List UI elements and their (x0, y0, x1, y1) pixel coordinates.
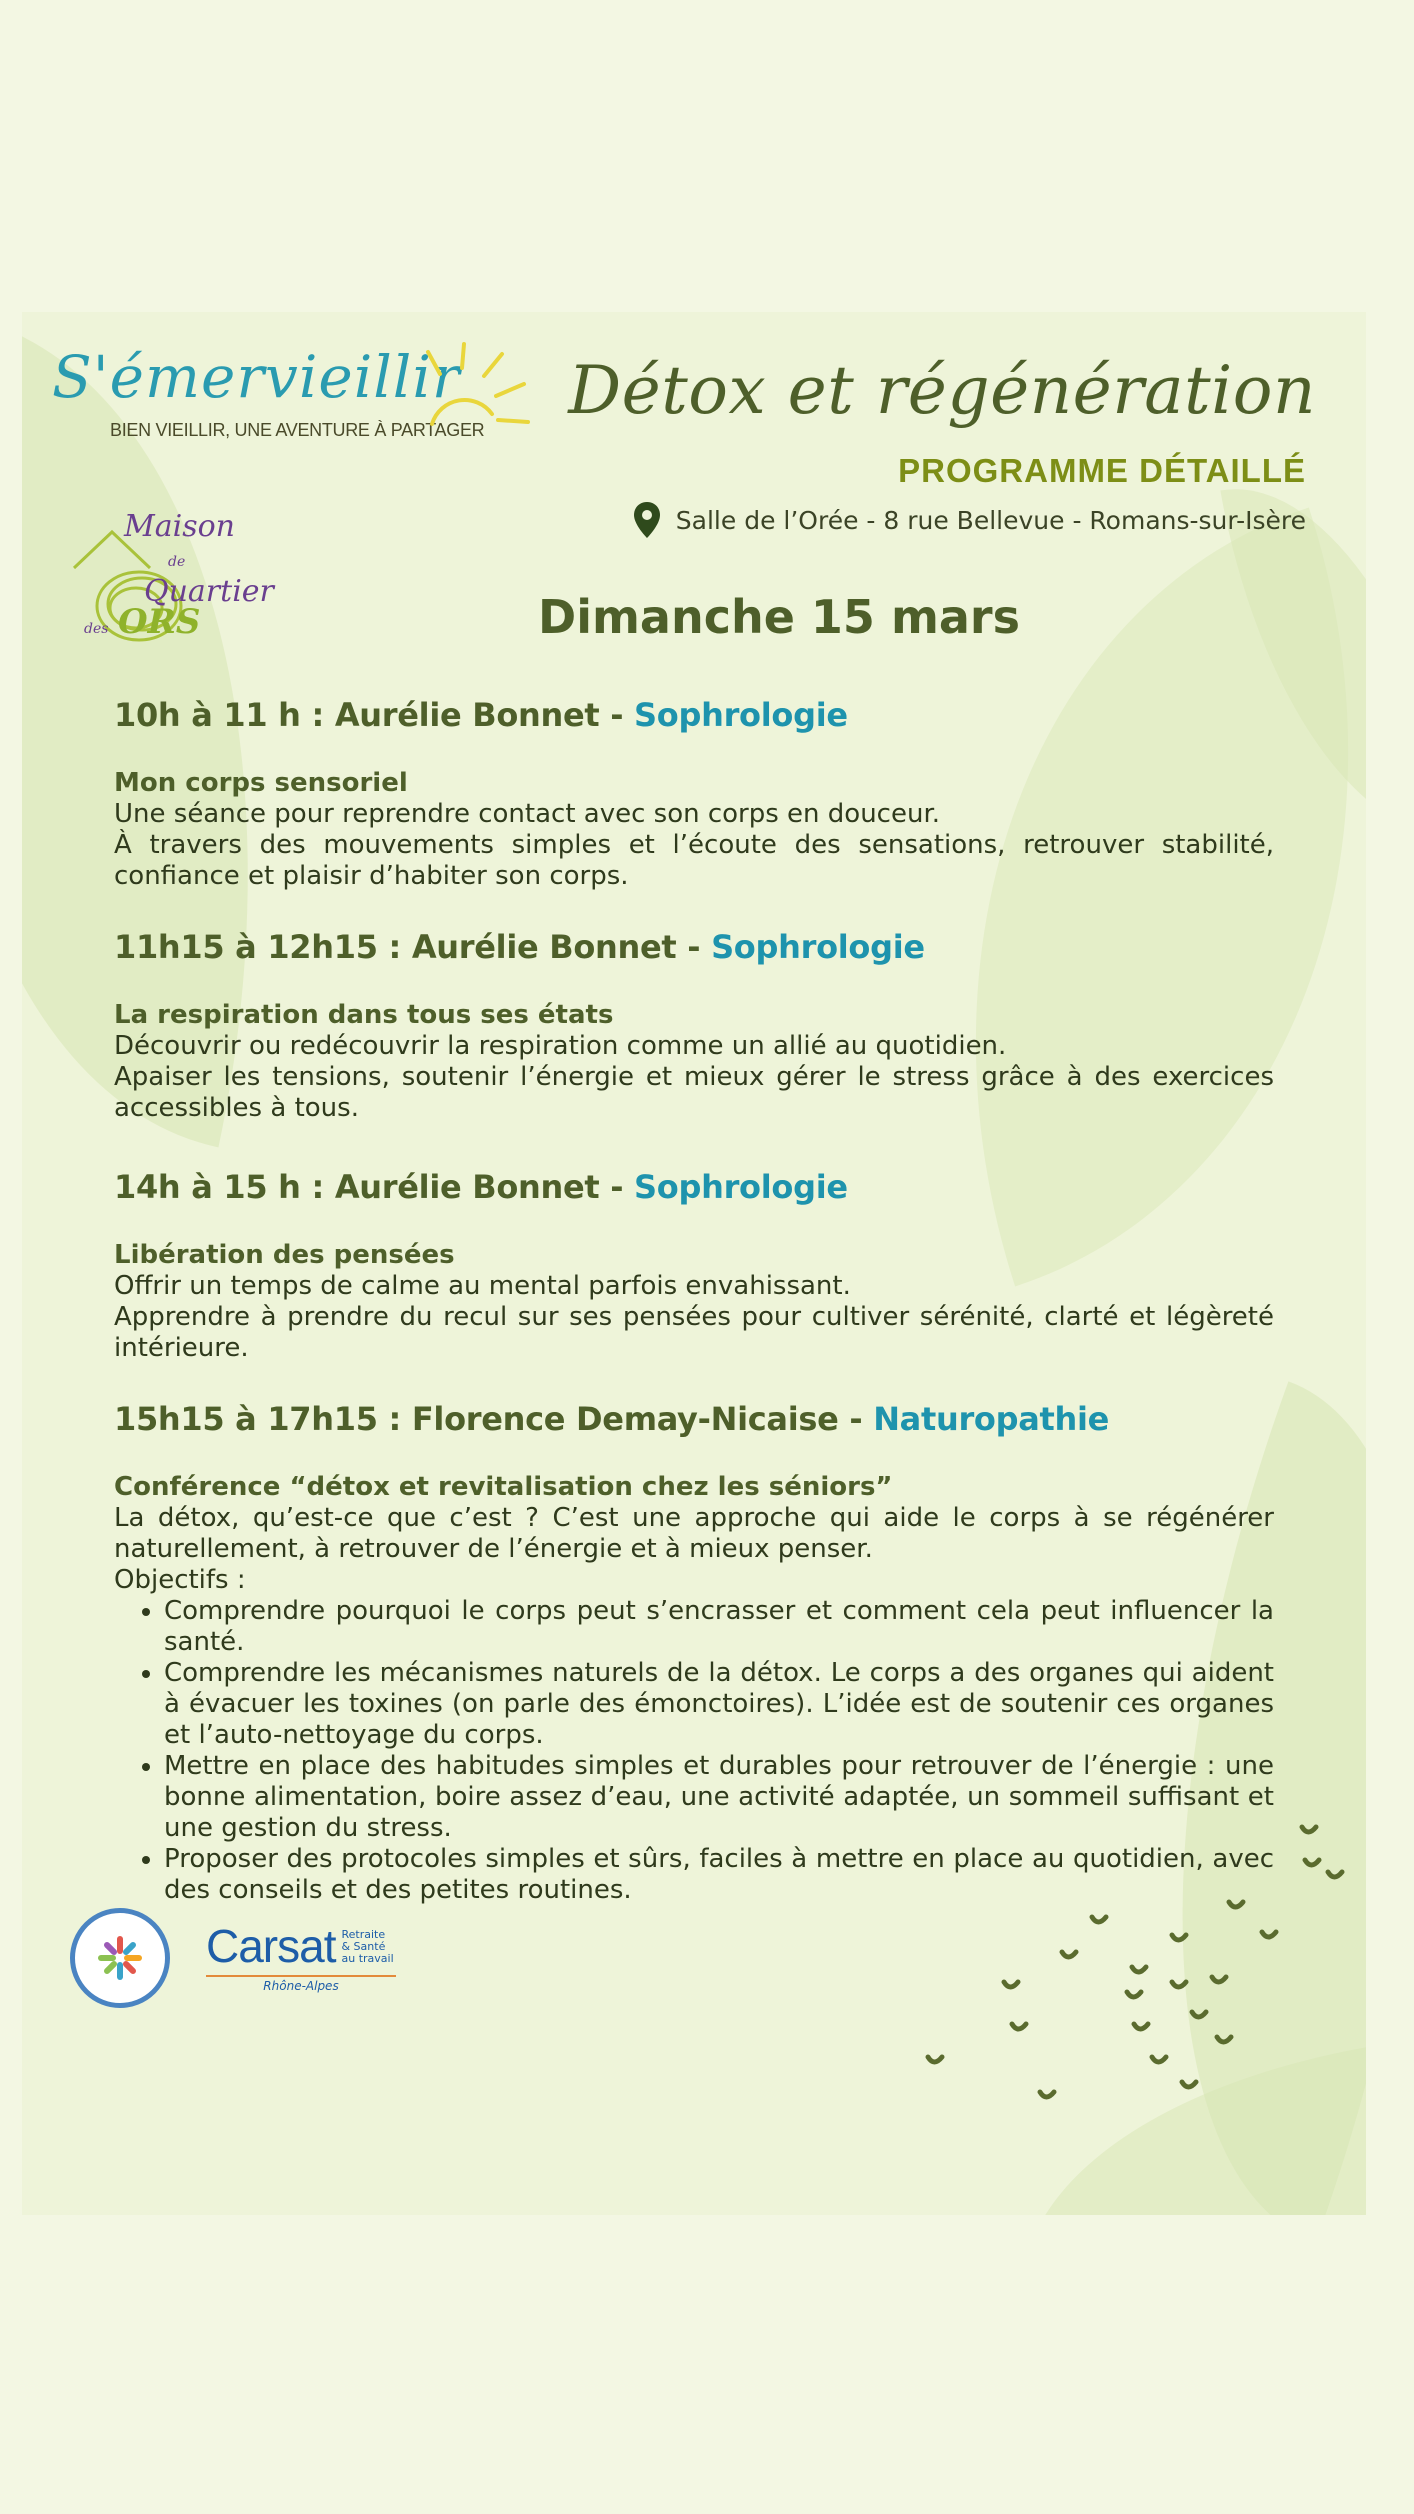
session-description (114, 1503, 1274, 1596)
partner-line2: de (168, 554, 186, 570)
sun-icon (392, 338, 532, 448)
session-slot (114, 928, 1274, 966)
session-discipline: Sophrologie (634, 1168, 848, 1206)
list-item: • Comprendre pourquoi le corps peut s’encrasser et comment cela peut influencer la santé. (164, 1596, 1274, 1658)
session-title: Conférence “détox et revitalisation chez les séniors” (114, 1472, 893, 1502)
leaf-decoration (1022, 2032, 1366, 2215)
partner-line4: des (84, 621, 109, 637)
carsat-logo (206, 1920, 396, 1993)
list-item: • Comprendre les mécanismes naturels de la détox. Le corps a des organes qui aident à évacuer les toxines (on parle des émonctoires). L’idée est de soutenir ces organes et l’auto-nettoyage du corps. (164, 1658, 1274, 1751)
star-emblem-icon (95, 1933, 145, 1983)
session-slot (114, 1168, 1274, 1206)
location-pin-icon (632, 500, 662, 540)
session (114, 928, 1274, 1124)
session-time-speaker: 14h à 15 h : Aurélie Bonnet - (114, 1168, 635, 1206)
partner-line3: Quartier (144, 574, 274, 609)
session-description (114, 1031, 1274, 1124)
session (114, 1400, 1274, 1906)
carsat-tag-line: & Santé (341, 1940, 386, 1953)
description-line: Apaiser les tensions, soutenir l’énergie et mieux gérer le stress grâce à des exercices accessibles à tous. (114, 1062, 1274, 1123)
partner-line1: Maison (124, 509, 235, 544)
session (114, 1168, 1274, 1364)
session-time-speaker: 10h à 11 h : Aurélie Bonnet - (114, 696, 635, 734)
session-slot (114, 696, 1274, 734)
address-text: Salle de l’Orée - 8 rue Bellevue - Romans-sur-Isère (675, 505, 1306, 535)
carsat-region: Rhône-Alpes (206, 1975, 396, 1993)
brand-title: S'émervieillir (52, 343, 461, 411)
brand-logo (52, 343, 512, 441)
session-discipline: Naturopathie (873, 1400, 1110, 1438)
poster (22, 312, 1366, 2215)
session-discipline: Sophrologie (634, 696, 848, 734)
session-description (114, 799, 1274, 892)
list-item: • Mettre en place des habitudes simples et durables pour retrouver de l’énergie : une bonne alimentation, boire assez d’eau, une activité adaptée, un sommeil suffisant et une gestion du stress. (164, 1751, 1274, 1844)
carsat-tag-line: au travail (341, 1952, 394, 1965)
list-item: • Proposer des protocoles simples et sûrs, faciles à mettre en place au quotidien, avec des conseils et des petites routines. (164, 1844, 1274, 1906)
carsat-tag-line: Retraite (341, 1928, 386, 1941)
carsat-name: Carsat (206, 1920, 336, 1972)
description-line: Objectifs : (114, 1565, 246, 1595)
partner-line5: ORS (117, 602, 201, 642)
sponsor-logos (70, 1908, 396, 2008)
brand-tagline: BIEN VIEILLIR, UNE AVENTURE À PARTAGER (110, 420, 485, 440)
session-title: Libération des pensées (114, 1240, 455, 1270)
page-title: Détox et régénération (568, 352, 1316, 429)
event-date: Dimanche 15 mars (538, 590, 1020, 644)
session-title: Mon corps sensoriel (114, 768, 408, 798)
session-time-speaker: 15h15 à 17h15 : Florence Demay-Nicaise - (114, 1400, 874, 1438)
session-slot (114, 1400, 1274, 1438)
description-line: La détox, qu’est-ce que c’est ? C’est une approche qui aide le corps à se régénérer naturellement, à retrouver de l’énergie et à mieux penser. (114, 1503, 1274, 1564)
session-title: La respiration dans tous ses états (114, 1000, 614, 1030)
description-line: Découvrir ou redécouvrir la respiration comme un allié au quotidien. (114, 1031, 1007, 1061)
description-line: Offrir un temps de calme au mental parfois envahissant. (114, 1271, 851, 1301)
session-time-speaker: 11h15 à 12h15 : Aurélie Bonnet - (114, 928, 712, 966)
page-subtitle: PROGRAMME DÉTAILLÉ (898, 452, 1306, 489)
program-content (114, 696, 1274, 1906)
description-line: À travers des mouvements simples et l’écoute des sensations, retrouver stabilité, confiance et plaisir d’habiter son corps. (114, 830, 1274, 891)
session-discipline: Sophrologie (711, 928, 925, 966)
description-line: Apprendre à prendre du recul sur ses pensées pour cultiver sérénité, clarté et légèreté intérieure. (114, 1302, 1274, 1363)
goals-list (114, 1596, 1274, 1906)
session-description (114, 1271, 1274, 1364)
conference-financeurs-logo (70, 1908, 170, 2008)
description-line: Une séance pour reprendre contact avec son corps en douceur. (114, 799, 941, 829)
address (632, 500, 1306, 540)
session (114, 696, 1274, 892)
